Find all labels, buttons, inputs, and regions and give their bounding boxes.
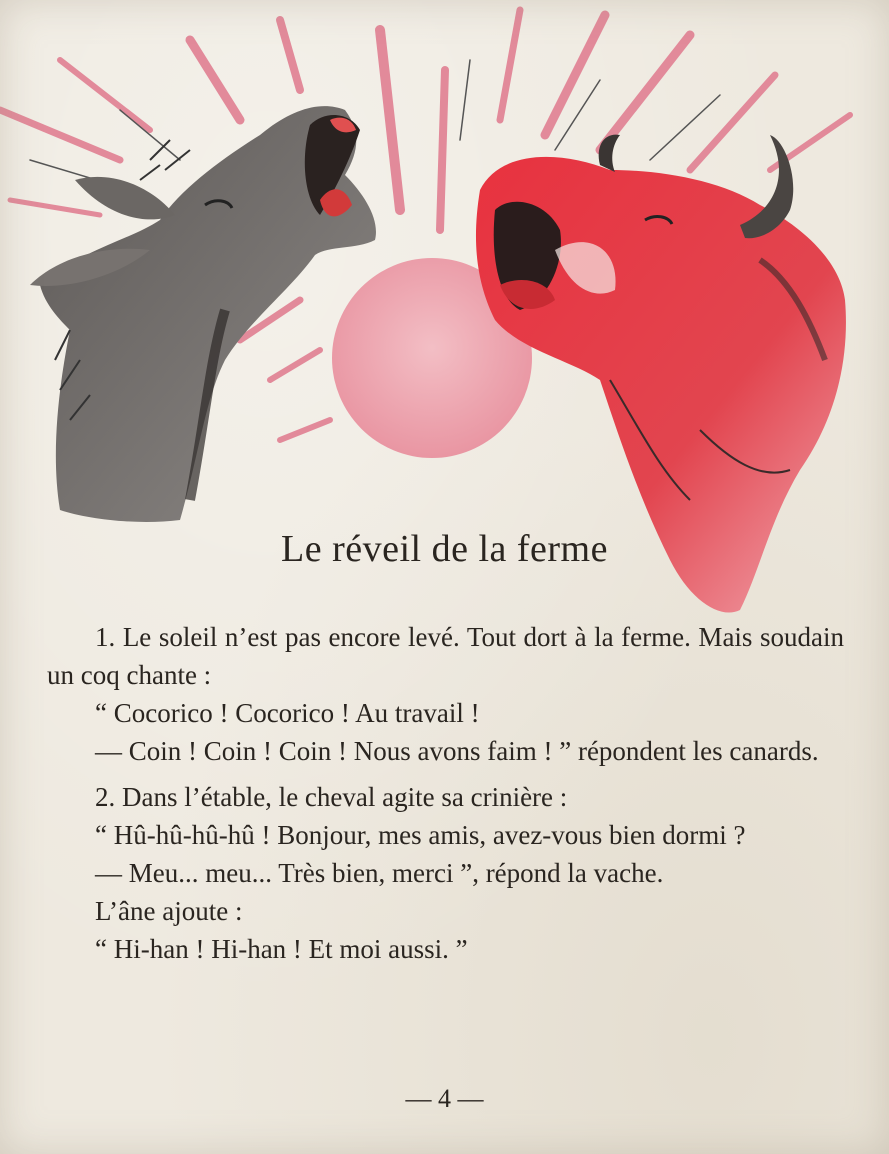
donkey-illustration (30, 106, 376, 522)
paragraph: “ Cocorico ! Cocorico ! Au travail ! (95, 698, 480, 728)
paragraph: 2. Dans l’étable, le cheval agite sa crinière : (95, 782, 568, 812)
story-text (47, 618, 844, 968)
paragraph: — Meu... meu... Très bien, merci ”, répond la vache. (95, 858, 664, 888)
paragraph: L’âne ajoute : (95, 896, 243, 926)
page-number: — 4 — (405, 1084, 484, 1113)
chapter-title: Le réveil de la ferme (281, 528, 608, 570)
paragraph: “ Hi-han ! Hi-han ! Et moi aussi. ” (95, 934, 468, 964)
paragraph: 1. Le soleil n’est pas encore levé. Tout dort à la ferme. Mais soudain un coq chante : (47, 622, 844, 690)
paragraph: — Coin ! Coin ! Coin ! Nous avons faim ! ” répondent les canards. (95, 736, 819, 766)
paragraph: “ Hû-hû-hû-hû ! Bonjour, mes amis, avez-vous bien dormi ? (95, 820, 746, 850)
